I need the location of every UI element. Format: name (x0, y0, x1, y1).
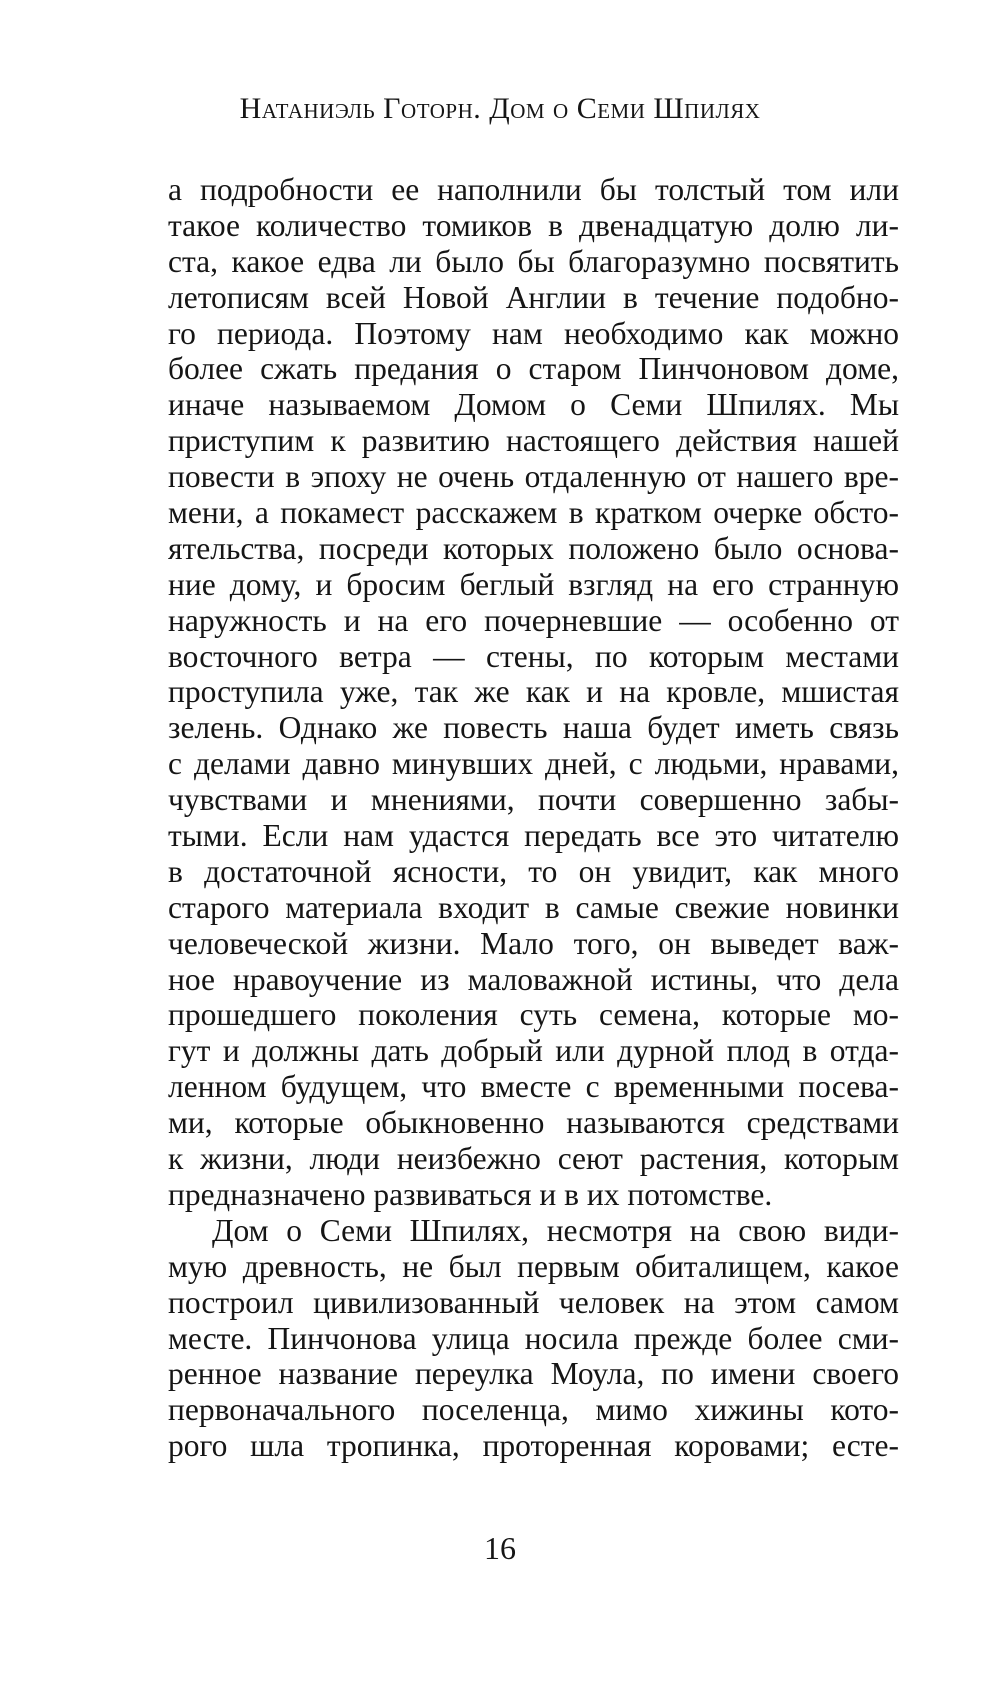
text-line: ятельства, посреди которых положено было основа- (168, 530, 899, 566)
text-line: рого шла тропинка, проторенная коровами; есте- (168, 1428, 899, 1464)
paragraph (168, 1213, 899, 1464)
text-line: месте. Пинчонова улица носила прежде более сми- (168, 1320, 899, 1356)
text-line: иначе называемом Домом о Семи Шпилях. Мы (168, 387, 899, 423)
text-line: приступим к развитию настоящего действия нашей (168, 423, 899, 459)
text-line: ние дому, и бросим беглый взгляд на его странную (168, 566, 899, 602)
text-line: ми, которые обыкновенно называются средствами (168, 1105, 899, 1141)
page-number: 16 (484, 1530, 516, 1566)
text-line: мую древность, не был первым обиталищем, какое (168, 1248, 899, 1284)
text-line: го периода. Поэтому нам необходимо как можно (168, 315, 899, 351)
running-head: Натаниэль Готорн. Дом о Семи Шпилях (239, 92, 761, 125)
text-line: повести в эпоху не очень отдаленную от нашего вре- (168, 459, 899, 495)
text-line: человеческой жизни. Мало того, он выведет важ- (168, 925, 899, 961)
text-line: а подробности ее наполнили бы толстый том или (168, 172, 899, 207)
text-line: в достаточной ясности, то он увидит, как много (168, 853, 899, 889)
text-line: восточного ветра — стены, по которым местами (168, 638, 899, 674)
text-line: летописям всей Новой Англии в течение подобно- (168, 279, 899, 315)
text-line: ное нравоучение из маловажной истины, что дела (168, 961, 899, 997)
text-line: первоначального поселенца, мимо хижины кото- (168, 1392, 899, 1428)
text-line: Дом о Семи Шпилях, несмотря на свою види- (212, 1212, 899, 1248)
text-line: к жизни, люди неизбежно сеют растения, которым (168, 1141, 899, 1177)
text-line: старого материала входит в самые свежие новинки (168, 889, 899, 925)
body-text (168, 172, 899, 1464)
text-line: проступила уже, так же как и на кровле, мшистая (168, 674, 899, 710)
text-line: чувствами и мнениями, почти совершенно забы- (168, 782, 899, 818)
text-line: предназначено развиваться и в их потомстве. (168, 1176, 773, 1212)
text-line: наружность и на его почерневшие — особенно от (168, 602, 899, 638)
paragraph (168, 172, 899, 1213)
text-line: прошедшего поколения суть семена, которые мо- (168, 997, 899, 1033)
text-line: более сжать предания о старом Пинчоновом доме, (168, 351, 899, 387)
text-line: построил цивилизованный человек на этом самом (168, 1284, 899, 1320)
text-line: такое количество томиков в двенадцатую долю ли- (168, 207, 899, 243)
text-line: ренное название переулка Моула, по имени своего (168, 1356, 899, 1392)
text-line: мени, а покамест расскажем в кратком очерке обсто- (168, 495, 899, 531)
text-line: гут и должны дать добрый или дурной плод в отда- (168, 1033, 899, 1069)
text-line: ста, какое едва ли было бы благоразумно посвятить (168, 243, 899, 279)
text-line: ленном будущем, что вместе с временными посева- (168, 1069, 899, 1105)
text-line: тыми. Если нам удастся передать все это читателю (168, 818, 899, 854)
text-line: зелень. Однако же повесть наша будет иметь связь (168, 710, 899, 746)
text-line: с делами давно минувших дней, с людьми, нравами, (168, 746, 899, 782)
